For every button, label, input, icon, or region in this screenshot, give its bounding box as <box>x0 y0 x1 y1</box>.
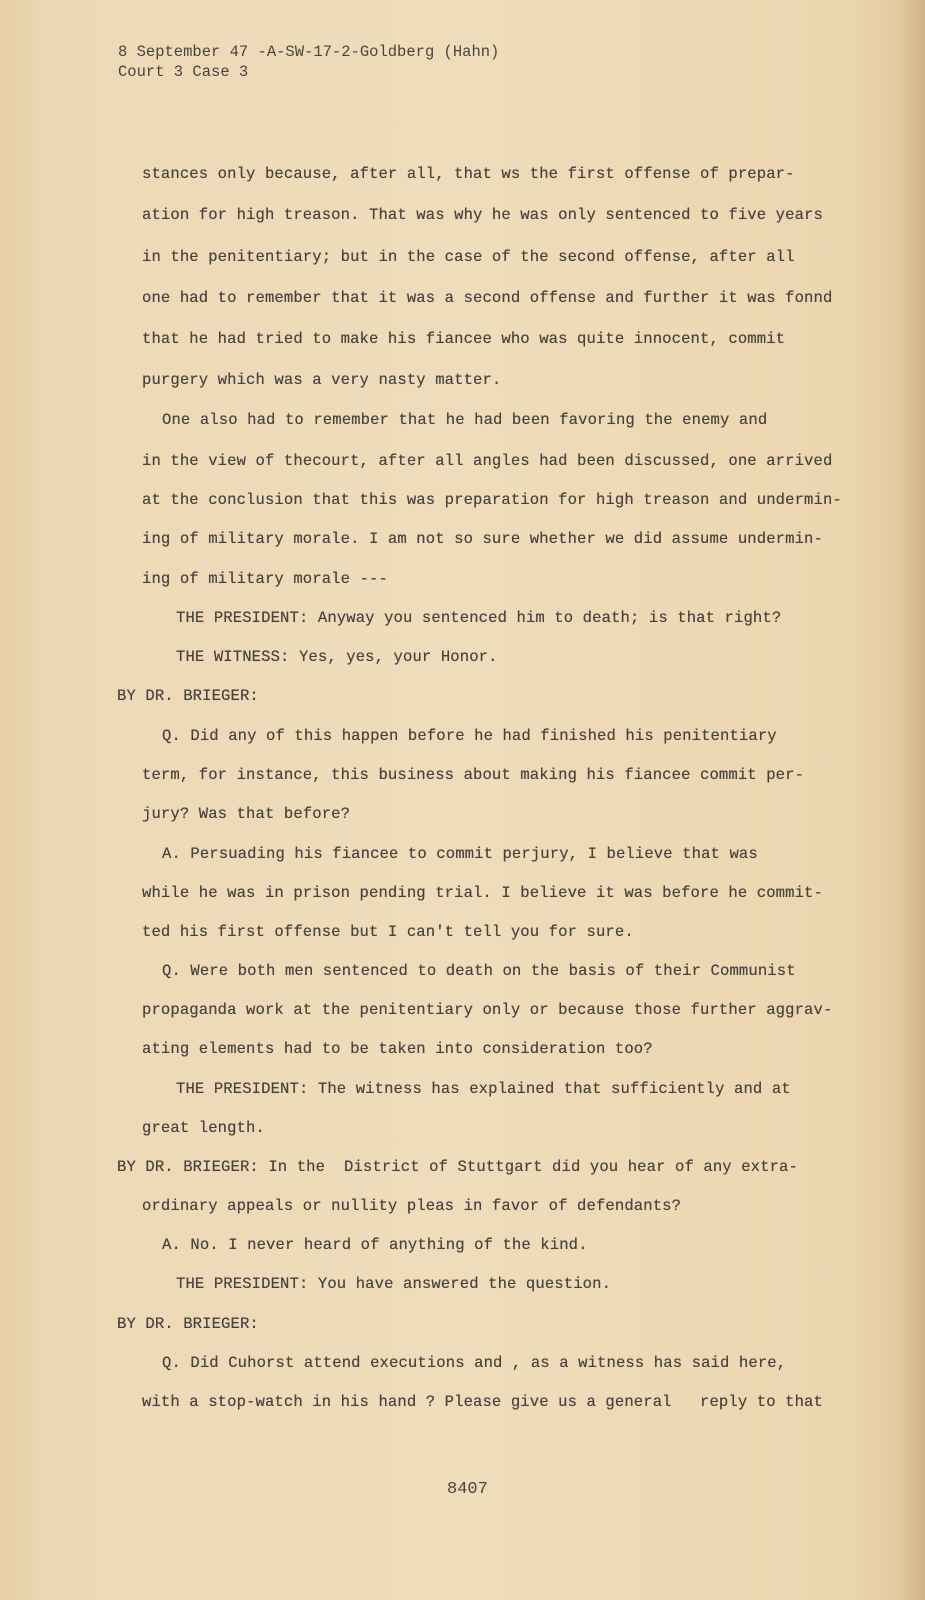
transcript-line: ating elements had to be taken into consideration too? <box>142 1040 653 1058</box>
page-number: 8407 <box>447 1480 488 1499</box>
speaker-line: THE PRESIDENT: Anyway you sentenced him to death; is that right? <box>176 609 782 627</box>
transcript-line: stances only because, after all, that ws the first offense of prepar- <box>142 165 795 183</box>
transcript-line: purgery which was a very nasty matter. <box>142 371 502 389</box>
transcript-line: ing of military morale --- <box>142 570 388 588</box>
transcript-line: one had to remember that it was a second offense and further it was fonnd <box>142 289 833 307</box>
transcript-line: term, for instance, this business about making his fiancee commit per- <box>142 766 805 784</box>
transcript-line: A. Persuading his fiancee to commit perjury, I believe that was <box>162 845 758 863</box>
transcript-line: Q. Were both men sentenced to death on the basis of their Communist <box>162 962 796 980</box>
transcript-line: at the conclusion that this was preparation for high treason and undermin- <box>142 491 842 509</box>
transcript-line: while he was in prison pending trial. I believe it was before he commit- <box>142 884 823 902</box>
transcript-line: Q. Did any of this happen before he had finished his penitentiary <box>162 727 777 745</box>
transcript-line: ordinary appeals or nullity pleas in favor of defendants? <box>142 1197 682 1215</box>
transcript-line: in the penitentiary; but in the case of the second offense, after all <box>142 248 795 266</box>
transcript-line: in the view of thecourt, after all angles had been discussed, one arrived <box>142 452 833 470</box>
speaker-line: BY DR. BRIEGER: In the District of Stuttgart did you hear of any extra- <box>117 1158 798 1176</box>
page-edge-shadow <box>901 0 925 1600</box>
transcript-line: ted his first offense but I can't tell you for sure. <box>142 923 634 941</box>
speaker-line: THE WITNESS: Yes, yes, your Honor. <box>176 648 498 666</box>
transcript-line: ation for high treason. That was why he was only sentenced to five years <box>142 206 823 224</box>
transcript-line: propaganda work at the penitentiary only or because those further aggrav- <box>142 1001 833 1019</box>
transcript-line: A. No. I never heard of anything of the kind. <box>162 1236 588 1254</box>
header-session-line: 8 September 47 -A-SW-17-2-Goldberg (Hahn) <box>118 43 500 61</box>
transcript-line: with a stop-watch in his hand ? Please give us a general reply to that <box>142 1393 823 1411</box>
transcript-line: Q. Did Cuhorst attend executions and , as a witness has said here, <box>162 1354 787 1372</box>
header-court-line: Court 3 Case 3 <box>118 63 249 81</box>
transcript-line: great length. <box>142 1119 265 1137</box>
document-header <box>118 42 499 82</box>
transcript-line: ing of military morale. I am not so sure whether we did assume undermin- <box>142 530 823 548</box>
transcript-line: jury? Was that before? <box>142 805 351 823</box>
transcript-line: that he had tried to make his fiancee who was quite innocent, commit <box>142 330 786 348</box>
speaker-line: THE PRESIDENT: You have answered the question. <box>176 1275 612 1293</box>
transcript-line: One also had to remember that he had been favoring the enemy and <box>162 411 768 429</box>
speaker-line: BY DR. BRIEGER: <box>117 1315 259 1333</box>
speaker-line: BY DR. BRIEGER: <box>117 687 259 705</box>
speaker-line: THE PRESIDENT: The witness has explained that sufficiently and at <box>176 1080 791 1098</box>
